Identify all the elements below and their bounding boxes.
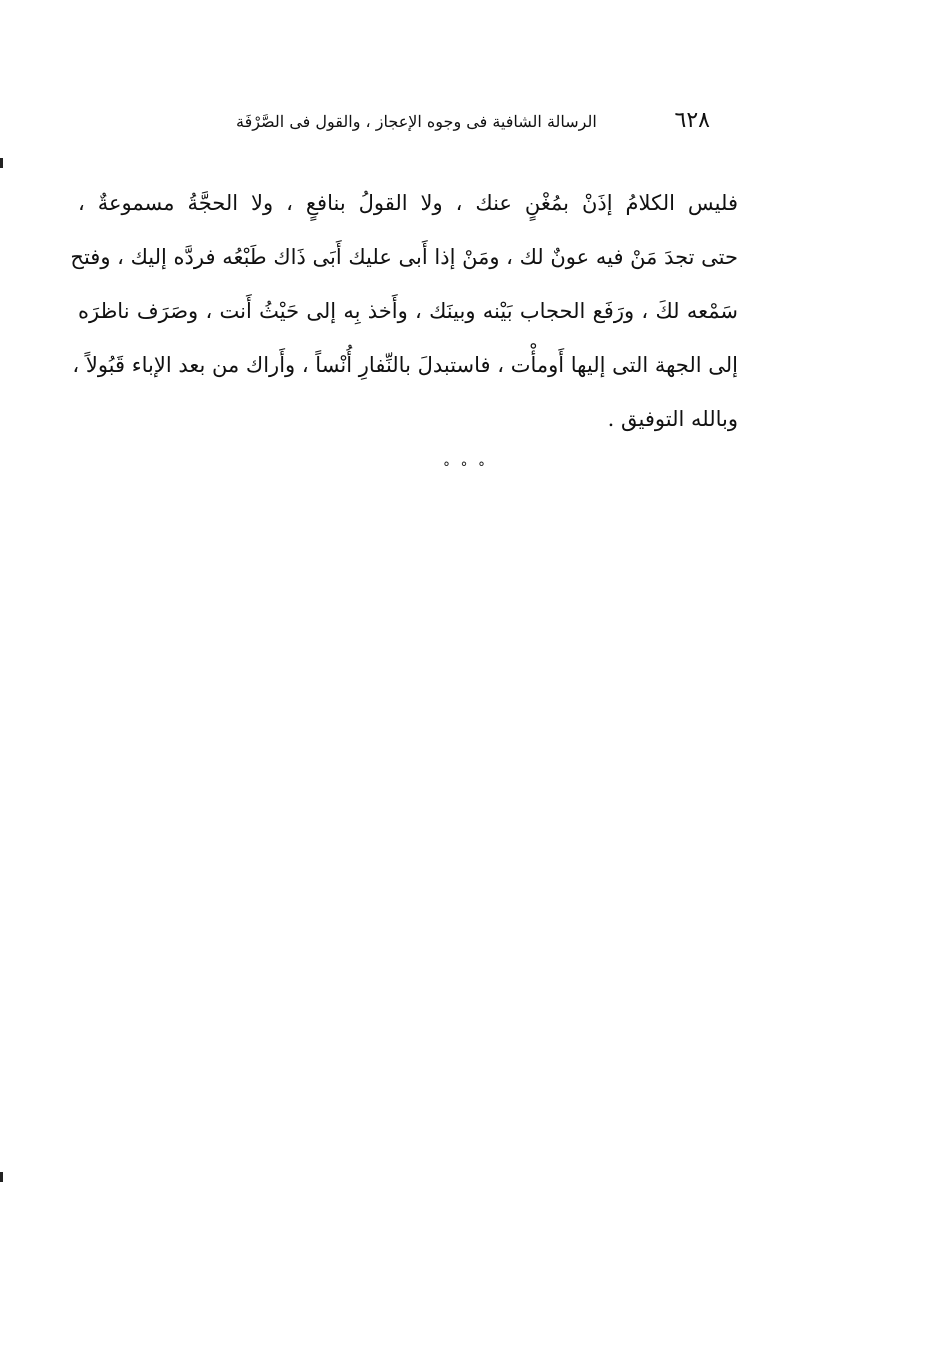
page-number: ٦٢٨ bbox=[674, 108, 710, 133]
body-text bbox=[70, 180, 738, 450]
running-title: الرسالة الشافية فى وجوه الإعجاز ، والقول فى الصَّرْفَة bbox=[236, 112, 597, 131]
text-line: سَمْعه لكَ ، ورَفَع الحجاب بَيْنه وبينَك ، وأَخذ بِه إلى حَيْثُ أَنت ، وصَرَف ناظرَه bbox=[78, 299, 738, 323]
scan-edge-mark-bottom bbox=[0, 1172, 3, 1182]
scan-edge-mark-top bbox=[0, 158, 3, 168]
text-line-last: وبالله التوفيق . bbox=[607, 407, 738, 431]
section-separator: ° ° ° bbox=[443, 460, 488, 476]
text-line: حتى تجدَ مَنْ فيه عونٌ لك ، ومَنْ إذا أَبى عليك أَبَى ذَاك طَبْعُه فردَّه إليك ، وفتح bbox=[70, 245, 738, 269]
text-line: إلى الجهة التى إليها أَومأْت ، فاستبدلَ بالنِّفارِ أُنْساً ، وأَراك من بعد الإباء قَبُولاً ، bbox=[72, 353, 738, 377]
page-header bbox=[236, 104, 710, 138]
text-line: فليس الكلامُ إذَنْ بمُغْنٍ عنك ، ولا القولُ بنافعٍ ، ولا الحجَّةُ مسموعةٌ ، bbox=[78, 191, 738, 215]
